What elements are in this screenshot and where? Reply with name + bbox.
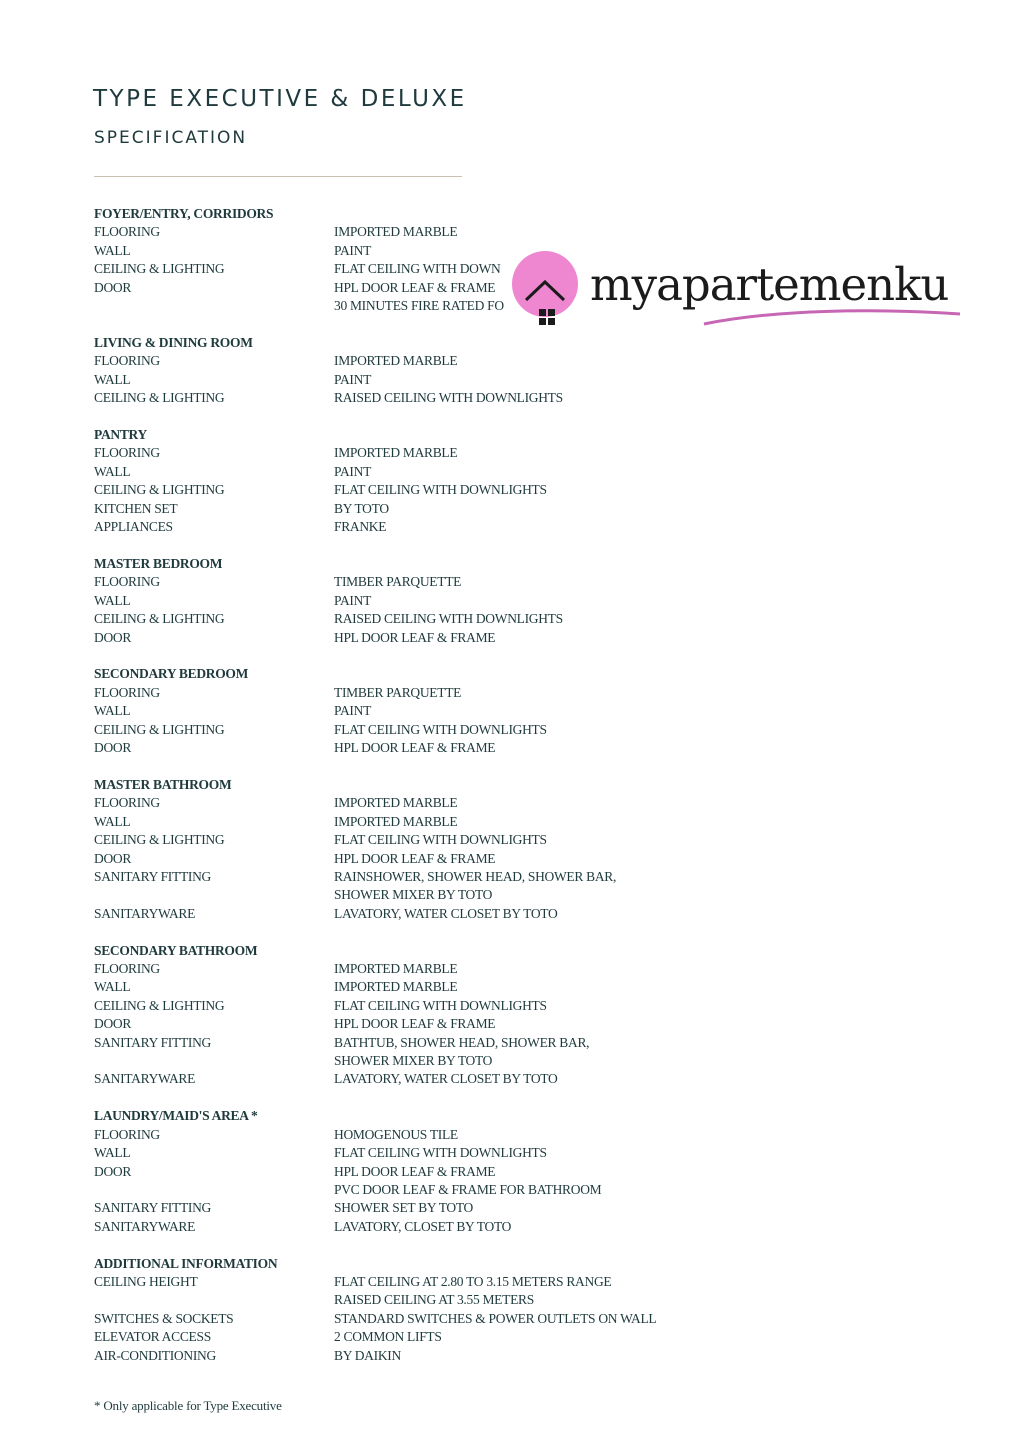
spec-value: PAINT bbox=[334, 371, 372, 387]
spec-values bbox=[334, 242, 371, 260]
spec-label: CEILING & LIGHTING bbox=[94, 832, 225, 848]
spec-row bbox=[94, 1034, 734, 1071]
specification-list bbox=[94, 205, 734, 1384]
spec-row bbox=[94, 1126, 734, 1144]
spec-values bbox=[334, 831, 547, 849]
spec-value: FLAT CEILING WITH DOWNLIGHTS bbox=[334, 997, 547, 1013]
spec-label: FLOORING bbox=[94, 1126, 160, 1142]
spec-row bbox=[94, 960, 734, 978]
spec-row bbox=[94, 1070, 734, 1088]
spec-value: IMPORTED MARBLE bbox=[334, 961, 458, 977]
spec-values bbox=[334, 352, 457, 370]
section-heading: LAUNDRY/MAID'S AREA * bbox=[94, 1108, 258, 1124]
section-living-dining-room bbox=[94, 334, 734, 408]
spec-label: DOOR bbox=[94, 1016, 132, 1032]
spec-label: WALL bbox=[94, 979, 131, 995]
spec-label: FLOORING bbox=[94, 445, 160, 461]
spec-value: IMPORTED MARBLE bbox=[334, 445, 458, 461]
spec-value: SHOWER MIXER BY TOTO bbox=[334, 887, 493, 903]
spec-label: SANITARY FITTING bbox=[94, 868, 211, 884]
section-heading: LIVING & DINING ROOM bbox=[94, 334, 253, 350]
spec-row bbox=[94, 721, 734, 739]
spec-label: SANITARY FITTING bbox=[94, 1034, 211, 1050]
spec-values bbox=[334, 629, 495, 647]
spec-values bbox=[334, 592, 371, 610]
spec-values bbox=[334, 1199, 473, 1217]
spec-row bbox=[94, 1144, 734, 1162]
section-secondary-bathroom bbox=[94, 942, 734, 1089]
section-heading: SECONDARY BATHROOM bbox=[94, 942, 258, 958]
spec-values bbox=[334, 1328, 442, 1346]
spec-row bbox=[94, 1218, 734, 1236]
spec-values bbox=[334, 260, 501, 278]
spec-value: PAINT bbox=[334, 242, 372, 258]
spec-value: BATHTUB, SHOWER HEAD, SHOWER BAR, bbox=[334, 1034, 590, 1050]
spec-row bbox=[94, 481, 734, 499]
watermark-logo bbox=[512, 248, 972, 338]
spec-label: FLOORING bbox=[94, 574, 160, 590]
spec-values bbox=[334, 960, 457, 978]
spec-label: SANITARYWARE bbox=[94, 1071, 196, 1087]
spec-value: LAVATORY, CLOSET BY TOTO bbox=[334, 1218, 512, 1234]
section-heading: MASTER BEDROOM bbox=[94, 555, 223, 571]
spec-values bbox=[334, 721, 547, 739]
section-heading: MASTER BATHROOM bbox=[94, 776, 232, 792]
spec-value: PAINT bbox=[334, 703, 372, 719]
spec-label: DOOR bbox=[94, 1163, 132, 1179]
spec-values bbox=[334, 813, 457, 831]
spec-label: CEILING & LIGHTING bbox=[94, 482, 225, 498]
spec-label: DOOR bbox=[94, 279, 132, 295]
spec-label: DOOR bbox=[94, 850, 132, 866]
spec-value: FLAT CEILING AT 2.80 TO 3.15 METERS RANGE bbox=[334, 1274, 612, 1290]
spec-values bbox=[334, 905, 557, 923]
section-pantry bbox=[94, 426, 734, 536]
spec-values bbox=[334, 573, 461, 591]
spec-value: IMPORTED MARBLE bbox=[334, 813, 458, 829]
spec-value: HOMOGENOUS TILE bbox=[334, 1126, 458, 1142]
section-secondary-bedroom bbox=[94, 665, 734, 757]
spec-values bbox=[334, 463, 371, 481]
spec-row bbox=[94, 463, 734, 481]
spec-row bbox=[94, 1347, 734, 1365]
section-heading: SECONDARY BEDROOM bbox=[94, 666, 249, 682]
footnote: * Only applicable for Type Executive bbox=[94, 1398, 282, 1413]
spec-value: RAISED CEILING AT 3.55 METERS bbox=[334, 1292, 534, 1308]
spec-value: IMPORTED MARBLE bbox=[334, 979, 458, 995]
spec-values bbox=[334, 500, 389, 518]
spec-row bbox=[94, 1310, 734, 1328]
spec-values bbox=[334, 978, 457, 996]
spec-value: BY DAIKIN bbox=[334, 1347, 401, 1363]
spec-value: IMPORTED MARBLE bbox=[334, 353, 458, 369]
spec-value: IMPORTED MARBLE bbox=[334, 224, 458, 240]
spec-row bbox=[94, 444, 734, 462]
spec-value: FRANKE bbox=[334, 519, 387, 535]
spec-label: CEILING & LIGHTING bbox=[94, 390, 225, 406]
spec-label: WALL bbox=[94, 813, 131, 829]
page-title: TYPE EXECUTIVE & DELUXE bbox=[93, 86, 467, 112]
spec-values bbox=[334, 739, 495, 757]
spec-values bbox=[334, 481, 547, 499]
spec-row bbox=[94, 978, 734, 996]
spec-value: STANDARD SWITCHES & POWER OUTLETS ON WALL bbox=[334, 1310, 657, 1326]
spec-values bbox=[334, 684, 461, 702]
spec-value: PVC DOOR LEAF & FRAME FOR BATHROOM bbox=[334, 1181, 602, 1197]
spec-row bbox=[94, 905, 734, 923]
watermark-swoosh bbox=[702, 300, 962, 330]
spec-values bbox=[334, 1070, 557, 1088]
spec-label: FLOORING bbox=[94, 961, 160, 977]
spec-values bbox=[334, 1126, 458, 1144]
spec-row bbox=[94, 1273, 734, 1310]
spec-row bbox=[94, 629, 734, 647]
spec-label: FLOORING bbox=[94, 224, 160, 240]
spec-value: SHOWER SET BY TOTO bbox=[334, 1200, 473, 1216]
spec-value: HPL DOOR LEAF & FRAME bbox=[334, 1016, 496, 1032]
section-additional-information bbox=[94, 1255, 734, 1365]
spec-values bbox=[334, 223, 457, 241]
spec-values bbox=[334, 1144, 547, 1162]
spec-value: SHOWER MIXER BY TOTO bbox=[334, 1053, 493, 1069]
spec-value: HPL DOOR LEAF & FRAME bbox=[334, 1163, 496, 1179]
spec-values bbox=[334, 371, 371, 389]
spec-row bbox=[94, 389, 734, 407]
spec-row bbox=[94, 352, 734, 370]
section-heading: PANTRY bbox=[94, 427, 147, 442]
spec-row bbox=[94, 223, 734, 241]
section-master-bedroom bbox=[94, 555, 734, 647]
spec-row bbox=[94, 868, 734, 905]
spec-values bbox=[334, 444, 457, 462]
spec-value: FLAT CEILING WITH DOWN bbox=[334, 261, 501, 277]
spec-row bbox=[94, 794, 734, 812]
spec-row bbox=[94, 371, 734, 389]
spec-values bbox=[334, 279, 504, 316]
spec-values bbox=[334, 702, 371, 720]
spec-values bbox=[334, 1015, 495, 1033]
spec-values bbox=[334, 518, 386, 536]
spec-values bbox=[334, 1034, 589, 1071]
spec-value: FLAT CEILING WITH DOWNLIGHTS bbox=[334, 1145, 547, 1161]
spec-label: SWITCHES & SOCKETS bbox=[94, 1310, 234, 1326]
spec-row bbox=[94, 610, 734, 628]
spec-row bbox=[94, 997, 734, 1015]
spec-label: CEILING & LIGHTING bbox=[94, 611, 225, 627]
spec-value: BY TOTO bbox=[334, 500, 389, 516]
spec-label: CEILING HEIGHT bbox=[94, 1274, 198, 1290]
spec-value: PAINT bbox=[334, 463, 372, 479]
spec-label: FLOORING bbox=[94, 795, 160, 811]
spec-values bbox=[334, 868, 616, 905]
spec-values bbox=[334, 1218, 511, 1236]
spec-label: WALL bbox=[94, 592, 131, 608]
spec-row bbox=[94, 739, 734, 757]
spec-value: RAINSHOWER, SHOWER HEAD, SHOWER BAR, bbox=[334, 868, 617, 884]
spec-value: LAVATORY, WATER CLOSET BY TOTO bbox=[334, 905, 558, 921]
spec-label: WALL bbox=[94, 242, 131, 258]
page-subtitle: SPECIFICATION bbox=[94, 128, 248, 148]
spec-label: SANITARYWARE bbox=[94, 1218, 196, 1234]
spec-values bbox=[334, 794, 457, 812]
spec-value: 2 COMMON LIFTS bbox=[334, 1329, 442, 1345]
spec-label: DOOR bbox=[94, 740, 132, 756]
spec-value: RAISED CEILING WITH DOWNLIGHTS bbox=[334, 390, 563, 406]
spec-value: TIMBER PARQUETTE bbox=[334, 574, 462, 590]
spec-value: HPL DOOR LEAF & FRAME bbox=[334, 740, 496, 756]
spec-label: FLOORING bbox=[94, 353, 160, 369]
spec-values bbox=[334, 1310, 656, 1328]
spec-label: AIR-CONDITIONING bbox=[94, 1347, 216, 1363]
divider bbox=[94, 176, 462, 177]
section-heading: FOYER/ENTRY, CORRIDORS bbox=[94, 206, 274, 221]
spec-value: 30 MINUTES FIRE RATED FO bbox=[334, 298, 504, 313]
spec-value: FLAT CEILING WITH DOWNLIGHTS bbox=[334, 832, 547, 848]
spec-values bbox=[334, 1273, 611, 1310]
spec-row bbox=[94, 1199, 734, 1217]
section-master-bathroom bbox=[94, 776, 734, 923]
spec-row bbox=[94, 850, 734, 868]
spec-value: HPL DOOR LEAF & FRAME bbox=[334, 850, 496, 866]
spec-value: TIMBER PARQUETTE bbox=[334, 684, 462, 700]
spec-row bbox=[94, 813, 734, 831]
spec-row bbox=[94, 1328, 734, 1346]
spec-label: SANITARYWARE bbox=[94, 905, 196, 921]
spec-values bbox=[334, 1163, 601, 1200]
spec-label: ELEVATOR ACCESS bbox=[94, 1329, 211, 1345]
spec-value: LAVATORY, WATER CLOSET BY TOTO bbox=[334, 1071, 558, 1087]
spec-row bbox=[94, 592, 734, 610]
spec-row bbox=[94, 1163, 734, 1200]
spec-label: CEILING & LIGHTING bbox=[94, 721, 225, 737]
spec-label: SANITARY FITTING bbox=[94, 1200, 211, 1216]
watermark-text: myapartemenku bbox=[590, 258, 949, 311]
spec-value: FLAT CEILING WITH DOWNLIGHTS bbox=[334, 721, 547, 737]
spec-values bbox=[334, 1347, 401, 1365]
spec-row bbox=[94, 1015, 734, 1033]
spec-row bbox=[94, 831, 734, 849]
spec-value: HPL DOOR LEAF & FRAME bbox=[334, 629, 496, 645]
spec-values bbox=[334, 997, 547, 1015]
spec-label: FLOORING bbox=[94, 684, 160, 700]
house-icon bbox=[520, 274, 570, 334]
spec-value: RAISED CEILING WITH DOWNLIGHTS bbox=[334, 611, 563, 627]
spec-label: WALL bbox=[94, 371, 131, 387]
spec-row bbox=[94, 684, 734, 702]
spec-label: CEILING & LIGHTING bbox=[94, 261, 225, 277]
spec-value: HPL DOOR LEAF & FRAME bbox=[334, 279, 496, 295]
section-laundry-maid-s-area bbox=[94, 1107, 734, 1236]
spec-row bbox=[94, 702, 734, 720]
spec-label: WALL bbox=[94, 463, 131, 479]
spec-label: KITCHEN SET bbox=[94, 500, 178, 516]
spec-label: APPLIANCES bbox=[94, 519, 173, 535]
spec-label: WALL bbox=[94, 703, 131, 719]
spec-label: CEILING & LIGHTING bbox=[94, 997, 225, 1013]
spec-row bbox=[94, 573, 734, 591]
spec-value: IMPORTED MARBLE bbox=[334, 795, 458, 811]
spec-label: WALL bbox=[94, 1145, 131, 1161]
section-heading: ADDITIONAL INFORMATION bbox=[94, 1255, 278, 1271]
spec-values bbox=[334, 850, 495, 868]
spec-label: DOOR bbox=[94, 629, 132, 645]
spec-values bbox=[334, 610, 563, 628]
spec-value: PAINT bbox=[334, 592, 372, 608]
spec-row bbox=[94, 518, 734, 536]
spec-values bbox=[334, 389, 563, 407]
spec-row bbox=[94, 500, 734, 518]
spec-value: FLAT CEILING WITH DOWNLIGHTS bbox=[334, 482, 547, 498]
